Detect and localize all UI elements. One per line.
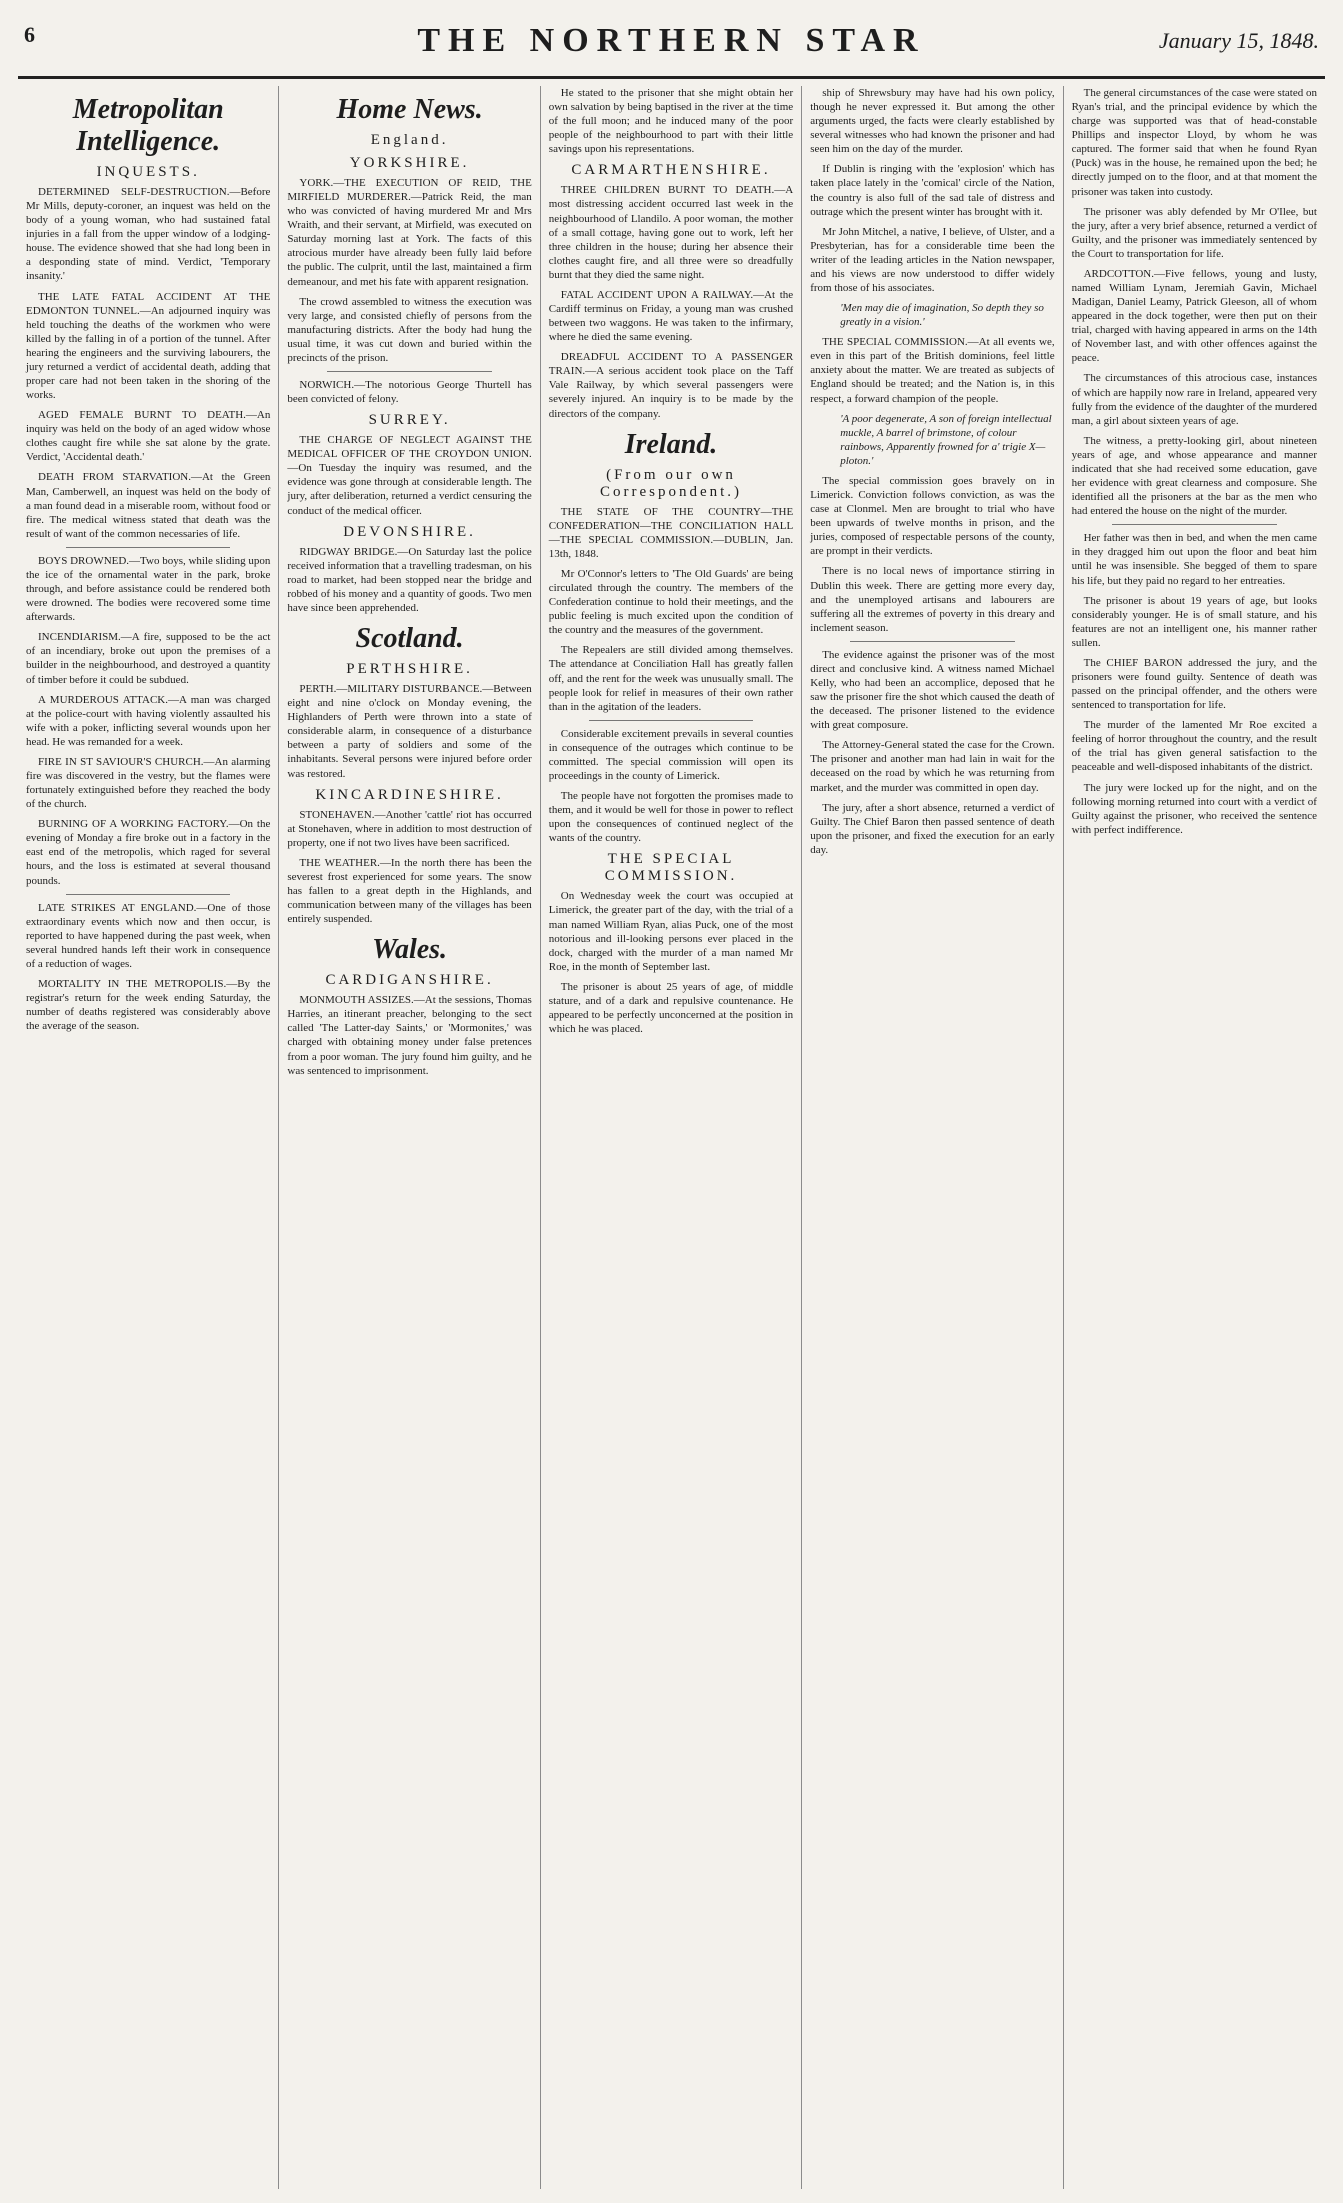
article-paragraph: The special commission goes bravely on in Limerick. Conviction follows conviction, as was the case at Clonmel. Men are brought to trial who have been upwards of twelve months in prison, and the juries, composed of respectable persons of the county, are prompt in their verdicts. [810, 474, 1055, 558]
divider [327, 371, 491, 372]
column-2 [279, 86, 540, 2189]
column-4 [802, 86, 1063, 2189]
article-paragraph: Mr John Mitchel, a native, I believe, of Ulster, and a Presbyterian, has for a considerable time been the writer of the leading articles in the Nation newspaper, and his views are now understood to differ widely from those of his associates. [810, 225, 1055, 295]
article-paragraph: The prisoner is about 19 years of age, but looks considerably younger. He is of small stature, and his features are not an intelligent one, his manner rather sullen. [1071, 594, 1317, 649]
article-paragraph: The jury were locked up for the night, and on the following morning returned into court with a verdict of Guilty against the prisoner, who received the sentence with perfect indifference. [1071, 781, 1317, 836]
article-paragraph: The crowd assembled to witness the execution was very large, and consisted chiefly of persons from the manufacturing districts. After the body had hung the usual time, it was cut down and buried within the precincts of the prison. [287, 295, 532, 364]
article-paragraph: THE WEATHER.—In the north there has been the severest frost experienced for some years. The snow has fallen to a great depth in the Highlands, and communication between many of the villages has been entirely suspended. [287, 856, 532, 926]
article-paragraph: A MURDEROUS ATTACK.—A man was charged at the police-court with having violently assaulted his wife with a poker, inflicting several wounds upon her head. He was remanded for a week. [26, 693, 271, 748]
article-paragraph: The evidence against the prisoner was of the most direct and conclusive kind. A witness named Michael Kelly, who had been an accomplice, deposed that he saw the prisoner fire the shot which caused the death of the deceased. The prisoner listened to the evidence with great composure. [810, 648, 1055, 732]
section-heading: Ireland. [624, 428, 718, 460]
sub-heading: (From our own Correspondent.) [599, 466, 743, 500]
sub-heading: England. [370, 132, 449, 148]
article-paragraph: The circumstances of this atrocious case, instances of which are happily now rare in Ireland, appeared very fully from the evidence of the daughter of the murdered man, a girl about sixteen years of age. [1071, 372, 1317, 427]
article-paragraph: The murder of the lamented Mr Roe excited a feeling of horror throughout the country, and the result of the trial has given general satisfaction to the peaceable and well-disposed inhabitants of the district. [1071, 719, 1317, 774]
paper-name: THE NORTHERN STAR [417, 22, 926, 59]
article-paragraph: DEATH FROM STARVATION.—At the Green Man, Camberwell, an inquest was held on the body of a man found dead in a miserable room, without food or fire. The medical witness stated that death was the result of want of the common necessaries of life. [26, 471, 271, 540]
verse: 'Men may die of imagination, So depth they so greatly in a vision.' [840, 302, 1044, 329]
article-paragraph: ship of Shrewsbury may have had his own policy, though he never expressed it. But among the other arguments urged, the facts were clearly established by several witnesses who had known the prisoner and had seen him on the day of the murder. [810, 87, 1055, 156]
sub-heading: PERTHSHIRE. [346, 661, 473, 678]
sub-heading: CARMARTHENSHIRE. [571, 162, 771, 179]
article-paragraph: PERTH.—MILITARY DISTURBANCE.—Between eight and nine o'clock on Monday evening, the Highlanders of Perth were thrown into a state of considerable alarm, in consequence of a disturbance between a party of soldiers and some of the inhabitants. Several persons were injured before order was restored. [287, 683, 532, 780]
divider [1112, 524, 1277, 525]
article-paragraph: YORK.—THE EXECUTION OF REID, THE MIRFIELD MURDERER.—Patrick Reid, the man who was convicted of having murdered Mr and Mrs Wraith, and their servant, at Mirfield, was executed on Saturday morning last at York. The facts of this atrocious murder have already been fully laid before the public. The culprit, until the last, maintained a firm demeanour, and met his fate with apparent resignation. [287, 177, 532, 288]
sub-heading: YORKSHIRE. [349, 155, 470, 171]
article-paragraph: If Dublin is ringing with the 'explosion' which has taken place lately in the 'comical' circle of the Nation, the country is also full of the sad tale of distress and outrage which the present winter has brought with it. [810, 163, 1055, 218]
article-paragraph: FATAL ACCIDENT UPON A RAILWAY.—At the Cardiff terminus on Friday, a young man was crushed between two waggons. He was taken to the infirmary, where he died the same evening. [548, 288, 794, 344]
article-paragraph: The people have not forgotten the promises made to them, and it would be well for those in power to reflect upon the consequences of continued neglect of the wants of the country. [548, 790, 794, 845]
article-paragraph: The prisoner is about 25 years of age, of middle stature, and of a dark and repulsive countenance. He appeared to be perfectly unconcerned at the position in which he was placed. [548, 980, 794, 1036]
article-paragraph: STONEHAVEN.—Another 'cattle' riot has occurred at Stonehaven, where in addition to most destruction of property, one if not two lives have been sacrificed. [287, 808, 532, 849]
masthead-rule [18, 76, 1325, 79]
masthead [18, 22, 1325, 78]
article-paragraph: The Repealers are still divided among themselves. The attendance at Conciliation Hall has greatly fallen off, and the rent for the week was unusually small. The people look for relief in measures of their own rather than in the agitation of the leaders. [548, 644, 794, 713]
divider [850, 641, 1014, 642]
divider [66, 547, 230, 548]
sub-heading: KINCARDINESHIRE. [315, 786, 504, 803]
article-paragraph: Mr O'Connor's letters to 'The Old Guards' are being circulated through the country. The members of the Confederation continue to hold their meetings, and the public feeling is much excited upon the condition of the country and the measures of the government. [548, 567, 794, 637]
section-heading: Wales. [372, 934, 448, 966]
article-paragraph: The Attorney-General stated the case for the Crown. The prisoner and another man had lain in wait for the deceased on the road by which he was returning from market, and the murder was committed in open day. [810, 739, 1055, 794]
article-paragraph: THE SPECIAL COMMISSION.—At all events we, even in this part of the British dominions, feel little anxiety about the matter. We are treated as subjects of England should be treated; and the Nation is, in this respect, a forward champion of the people. [810, 336, 1055, 405]
article-paragraph: FIRE IN ST SAVIOUR'S CHURCH.—An alarming fire was discovered in the vestry, but the flames were fortunately extinguished before they reached the body of the church. [26, 755, 271, 811]
article-paragraph: DETERMINED SELF-DESTRUCTION.—Before Mr Mills, deputy-coroner, an inquest was held on the body of a young woman, who had sustained fatal injuries in a fall from the upper window of a lodging-house. The evidence showed that she had long been in a desponding state of mind. Verdict, 'Temporary insanity.' [26, 186, 271, 283]
column-1 [18, 86, 279, 2189]
article-paragraph: Her father was then in bed, and when the men came in they dragged him out upon the floor and beat him until he was insensible. She begged of them to spare his life, but they paid no regard to her entreaties. [1071, 532, 1317, 587]
article-paragraph: There is no local news of importance stirring in Dublin this week. There are getting more every day, and the unemployed artisans and labourers are suffering all the extremes of poverty in this dreary and inclement season. [810, 565, 1055, 634]
article-paragraph: The CHIEF BARON addressed the jury, and the prisoners were found guilty. Sentence of death was passed on the principal offender, and the others were sentenced to transportation for life. [1071, 656, 1317, 712]
article-paragraph: He stated to the prisoner that she might obtain her own salvation by being baptised in the river at the time of the full moon; and he induced many of the poor people of the neighbourhood to part with their little savings upon his representations. [548, 87, 794, 156]
issue-date: January 15, 1848. [1158, 28, 1319, 53]
sub-heading: INQUESTS. [96, 164, 200, 180]
article-paragraph: RIDGWAY BRIDGE.—On Saturday last the police received information that a travelling tradesman, on his road to market, had been stopped near the bridge and robbed of his money and a quantity of goods. Two men have since been apprehended. [287, 545, 532, 614]
column-5 [1064, 86, 1325, 2189]
article-paragraph: BURNING OF A WORKING FACTORY.—On the evening of Monday a fire broke out in a factory in the east end of the metropolis, which raged for several hours, and the loss is estimated at several thousand pounds. [26, 818, 271, 887]
article-paragraph: THE STATE OF THE COUNTRY—THE CONFEDERATION—THE CONCILIATION HALL—THE SPECIAL COMMISSION.—DUBLIN, Jan. 13th, 1848. [548, 505, 794, 560]
page-number: 6 [24, 22, 35, 47]
sub-heading: THE SPECIAL COMMISSION. [604, 851, 738, 885]
article-paragraph: The general circumstances of the case were stated on Ryan's trial, and the principal evidence by which the charge was supported was that of head-constable Phillips and inspector Lloyd, by whom he was captured. The former said that when he found Ryan (Puck) was in the house, he remained upon the bed; he directly jumped on to the floor, and at that moment the prisoner was taken into custody. [1071, 87, 1317, 198]
columns [18, 86, 1325, 2189]
sub-heading: DEVONSHIRE. [343, 523, 476, 540]
article-paragraph: AGED FEMALE BURNT TO DEATH.—An inquiry was held on the body of an aged widow whose clothes caught fire while she sat alone by the grate. Verdict, 'Accidental death.' [26, 409, 271, 464]
verse: 'A poor degenerate, A son of foreign intellectual muckle, A barrel of brimstone, of colour rainbows, Apparently frowned for a' trigie X—ploton.' [840, 412, 1052, 467]
sub-heading: CARDIGANSHIRE. [325, 972, 494, 989]
article-paragraph: THE CHARGE OF NEGLECT AGAINST THE MEDICAL OFFICER OF THE CROYDON UNION.—On Tuesday the inquiry was resumed, and the evidence was gone through at considerable length. The jury, after deliberation, returned a verdict censuring the conduct of the medical officer. [287, 434, 532, 517]
column-3 [541, 86, 802, 2189]
article-paragraph: BOYS DROWNED.—Two boys, while sliding upon the ice of the ornamental water in the park, broke through, and before assistance could be rendered both were drowned. The bodies were recovered some time afterwards. [26, 554, 271, 624]
divider [589, 720, 753, 721]
article-paragraph: ARDCOTTON.—Five fellows, young and lusty, named William Lynam, Jeremiah Gavin, Michael Madigan, Daniel Leamy, Patrick Gleeson, all of whom appeared in the dock together, were then put on their trial, charged with having appeared in arms on the 14th of November last, and with other offences against the peace. [1071, 267, 1317, 365]
article-paragraph: INCENDIARISM.—A fire, supposed to be the act of an incendiary, broke out upon the premises of a builder in the neighbourhood, and destroyed a quantity of timber before it could be subdued. [26, 631, 271, 686]
article-paragraph: LATE STRIKES AT ENGLAND.—One of those extraordinary events which now and then occur, is reported to have happened during the past week, when several hundred hands left their work in consequence of a reduction of wages. [26, 901, 271, 970]
article-paragraph: On Wednesday week the court was occupied at Limerick, the greater part of the day, with the trial of a man named William Ryan, alias Puck, one of the most notorious and ill-looking persons ever placed in the dock, charged with the murder of a man named Mr Roe, in the month of September last. [548, 890, 794, 973]
article-paragraph: THREE CHILDREN BURNT TO DEATH.—A most distressing accident occurred last week in the neighbourhood of Llandilo. A poor woman, the mother of a small cottage, having gone out to work, left her three children in the house; during her absence their clothes caught fire, and all three were so dreadfully burnt that they died the same night. [548, 184, 794, 281]
article-paragraph: The prisoner was ably defended by Mr O'Ilee, but the jury, after a very brief absence, returned a verdict of Guilty, and the prisoner was immediately sentenced by the Court to transportation for life. [1071, 205, 1317, 260]
divider [66, 894, 230, 895]
article-paragraph: MONMOUTH ASSIZES.—At the sessions, Thomas Harries, an itinerant preacher, belonging to the sect called 'The Latter-day Saints,' or 'Mormonites,' was charged with obtaining money under false pretences from a poor woman. The jury found him guilty, and he was sentenced to imprisonment. [287, 994, 532, 1077]
article-paragraph: NORWICH.—The notorious George Thurtell has been convicted of felony. [287, 379, 532, 406]
article-paragraph: The jury, after a short absence, returned a verdict of Guilty. The Chief Baron then passed sentence of death upon the prisoner, and fixed the execution for an early day. [810, 801, 1055, 856]
article-paragraph: MORTALITY IN THE METROPOLIS.—By the registrar's return for the week ending Saturday, the number of deaths registered was considerably above the average of the season. [26, 977, 271, 1033]
section-heading: Metropolitan Intelligence. [72, 94, 224, 157]
article-paragraph: DREADFUL ACCIDENT TO A PASSENGER TRAIN.—A serious accident took place on the Taff Vale Railway, by which several passengers were severely injured. An inquiry is to be made by the directors of the company. [548, 351, 794, 420]
article-paragraph: Considerable excitement prevails in several counties in consequence of the outrages which continue to be committed. The special commission will open its proceedings in the county of Limerick. [548, 727, 794, 782]
article-paragraph: THE LATE FATAL ACCIDENT AT THE EDMONTON TUNNEL.—An adjourned inquiry was held touching the deaths of the workmen who were killed by the falling in of a portion of the tunnel. After hearing the engineers and the surviving labourers, the jury returned a verdict of accidental death, adding that proper care had not been taken in the shoring of the works. [26, 290, 271, 402]
section-heading: Scotland. [355, 623, 464, 655]
sub-heading: SURREY. [368, 412, 451, 429]
article-paragraph: The witness, a pretty-looking girl, about nineteen years of age, and whose appearance and manner indicated that she had received some education, gave her evidence with great clearness and composure. She identified all the prisoners at the bar as the men who had entered the house on the night of the murder. [1071, 434, 1317, 518]
section-heading: Home News. [336, 94, 483, 125]
